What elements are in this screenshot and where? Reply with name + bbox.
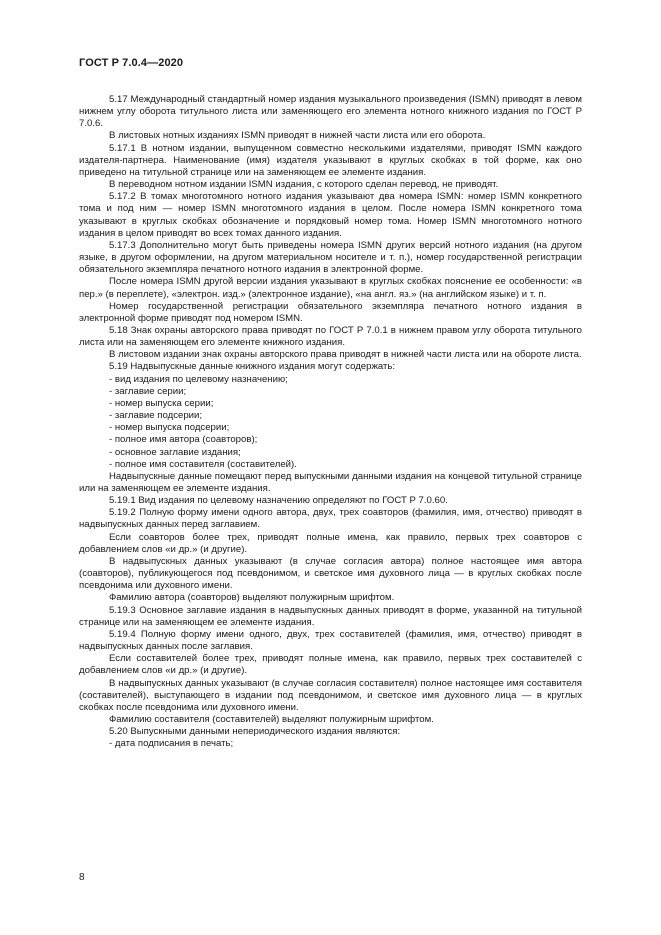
- paragraph-5-17-2: 5.17.2 В томах многотомного нотного издания указывают два номера ISMN: номер ISMN конкретного тома и под ним — номер ISMN многотомного издания в целом. После номера ISMN конкретного тома указывают в круглых скобках обозначение и порядковый номер тома. Номер ISMN многотомного нотного издания в целом приводят во всех томах данного издания.: [79, 191, 582, 239]
- paragraph-5-19-1: 5.19.1 Вид издания по целевому назначению определяют по ГОСТ Р 7.0.60.: [109, 495, 448, 507]
- page-number: 8: [79, 872, 85, 883]
- paragraph: Надвыпускные данные помещают перед выпускными данными издания на концевой титульной странице или на заменяющем ее элементе издания.: [79, 470, 582, 494]
- document-body: [79, 94, 582, 750]
- paragraph-5-17-1: 5.17.1 В нотном издании, выпущенном совместно несколькими издателями, приводят ISMN каждого издателя-партнера. Наименование (имя) издателя указывают в круглых скобках в той форме, как оно приведено на титульной странице или на заменяющем ее элементе издания.: [79, 142, 582, 178]
- list-item: - полное имя составителя (составителей).: [109, 458, 297, 470]
- paragraph: В переводном нотном издании ISMN издания, с которого сделан перевод, не приводят.: [109, 179, 499, 191]
- paragraph-5-17: 5.17 Международный стандартный номер издания музыкального произведения (ISMN) приводят в левом нижнем углу оборота титульного листа или заменяющего его элемента нотного книжного издания по ГОСТ Р 7.0.6.: [79, 94, 582, 130]
- list-item: - заглавие подсерии;: [109, 410, 203, 422]
- paragraph: В листовых нотных изданиях ISMN приводят в нижней части листа или его оборота.: [109, 130, 486, 142]
- paragraph: Фамилию составителя (составителей) выделяют полужирным шрифтом.: [109, 713, 434, 725]
- paragraph-5-19-2: 5.19.2 Полную форму имени одного автора, двух, трех соавторов (фамилия, имя, отчество) приводят в надвыпускных данных перед заглавием.: [79, 507, 582, 531]
- paragraph-5-19-4: 5.19.4 Полную форму имени одного, двух, трех составителей (фамилия, имя, отчество) приводят в надвыпускных данных после заглавия.: [79, 628, 582, 653]
- paragraph: После номера ISMN другой версии издания указывают в круглых скобках пояснение ее особенности: «в пер.» (в переплете), «электрон. изд.» (электронное издание), «на англ. яз.» (на английском языке) и т. п.: [79, 276, 582, 300]
- list-item: - номер выпуска подсерии;: [109, 422, 230, 434]
- paragraph: Если составителей более трех, приводят полные имена, как правило, первых трех составителей с добавлением слов «и др.» (и другие).: [79, 653, 582, 677]
- list-item: - номер выпуска серии;: [109, 397, 214, 409]
- list-item: - основное заглавие издания;: [109, 446, 241, 458]
- list-item: - вид издания по целевому назначению;: [109, 373, 288, 385]
- list-item: - полное имя автора (соавторов);: [109, 434, 258, 446]
- running-title: ГОСТ Р 7.0.4—2020: [79, 57, 184, 69]
- paragraph: Если соавторов более трех, приводят полные имена, как правило, первых трех соавторов с добавлением слов «и др.» (и другие).: [79, 531, 582, 555]
- paragraph-5-17-3: 5.17.3 Дополнительно могут быть приведены номера ISMN других версий нотного издания (на другом языке, в другом оформлении, на другом материальном носителе и т. п.), номер государственной регистрации обязательного экземпляра печатного нотного издания в электронной форме.: [79, 239, 582, 276]
- paragraph: Фамилию автора (соавторов) выделяют полужирным шрифтом.: [109, 592, 395, 604]
- paragraph-5-19-3: 5.19.3 Основное заглавие издания в надвыпускных данных приводят в форме, указанной на титульной странице или на заменяющем ее элементе издания.: [79, 604, 582, 628]
- paragraph: В надвыпускных данных указывают (в случае согласия автора) полное настоящее имя автора (соавторов), публикующегося под псевдонимом, и светское имя духовного лица — в круглых скобках после псевдонима или духовного имени.: [79, 555, 582, 592]
- paragraph-5-19: 5.19 Надвыпускные данные книжного издания могут содержать:: [109, 361, 396, 373]
- paragraph-5-20: 5.20 Выпускными данными непериодического издания являются:: [109, 726, 401, 738]
- paragraph-5-18: 5.18 Знак охраны авторского права приводят по ГОСТ Р 7.0.1 в нижнем правом углу оборота титульного листа или на заменяющем его элементе книжного издания.: [79, 324, 582, 349]
- list-item: - дата подписания в печать;: [109, 738, 234, 750]
- paragraph: В надвыпускных данных указывают (в случае согласия составителя) полное настоящее имя составителя (составителей), выступающего в издании под псевдонимом, и светское имя духовного лица — в круглых скобках после псевдонима или духовного имени.: [79, 677, 582, 713]
- paragraph: В листовом издании знак охраны авторского права приводят в нижней части листа или на обороте листа.: [109, 349, 582, 361]
- list-item: - заглавие серии;: [109, 385, 187, 397]
- paragraph: Номер государственной регистрации обязательного экземпляра печатного нотного издания в электронной форме приводят под номером ISMN.: [79, 300, 582, 324]
